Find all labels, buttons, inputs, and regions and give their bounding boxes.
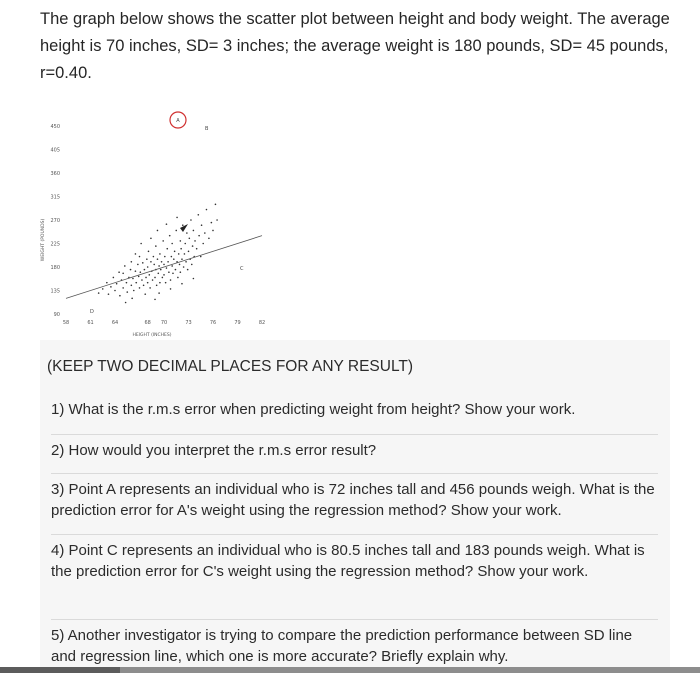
scatter-point [161, 261, 163, 263]
x-tick-labels [63, 320, 265, 326]
regression-line [66, 236, 262, 299]
scatter-point [187, 269, 189, 271]
scatter-point [150, 237, 152, 239]
scatter-point [168, 271, 170, 273]
scatter-point [130, 269, 132, 271]
scatter-point [212, 230, 214, 232]
scatter-point [196, 248, 198, 250]
problem-intro: The graph below shows the scatter plot between height and body weight. The average height is 70 inches, SD= 3 inches; the average weight is 180 pounds, SD= 45 pounds, r=0.40. [40, 10, 670, 82]
y-axis-label: WEIGHT (POUNDS) [41, 218, 46, 262]
scatter-point [201, 224, 203, 226]
scatter-point [131, 284, 133, 286]
scatter-point [170, 279, 172, 281]
scatter-point [198, 214, 200, 216]
question-1: 1) What is the r.m.s error when predicting weight from height? Show your work. [51, 401, 576, 418]
scatter-point [108, 293, 110, 295]
scatter-plot [30, 108, 270, 340]
scatter-point [137, 264, 139, 266]
question-4: 4) Point C represents an individual who is 80.5 inches tall and 183 pounds weigh. What is the prediction error for C's weight using the regression method? Show your work. [51, 534, 658, 582]
scatter-point [169, 235, 171, 237]
x-tick-label: 64 [111, 320, 119, 326]
scatter-point [125, 302, 127, 304]
scatter-point [132, 278, 134, 280]
scatter-point [139, 287, 141, 289]
y-tick-labels [50, 124, 60, 318]
scatter-point [157, 230, 159, 232]
scatter-point [185, 261, 187, 263]
scatter-point [202, 243, 204, 245]
x-tick-label: 73 [185, 320, 192, 326]
scatter-point [131, 261, 133, 263]
scatter-point [106, 282, 108, 284]
scatter-point [211, 222, 213, 224]
x-tick-label: 68 [144, 320, 151, 326]
scatter-point [138, 276, 140, 278]
scatter-point [118, 271, 120, 273]
scatter-point [177, 277, 179, 279]
scatter-point [174, 251, 176, 253]
scatter-point [157, 258, 159, 260]
scatter-point [139, 256, 141, 258]
x-tick-label: 70 [160, 320, 168, 326]
scatter-point [216, 219, 218, 221]
scatter-point [206, 209, 208, 211]
scatter-point [126, 291, 128, 293]
scatter-point [135, 270, 137, 272]
question-section [40, 340, 670, 667]
scatter-point [140, 243, 142, 245]
scatter-point [180, 240, 182, 242]
scatter-point [162, 277, 164, 279]
scatter-point [163, 264, 165, 266]
y-tick-label: 315 [50, 194, 60, 201]
y-tick-label: 135 [50, 288, 60, 295]
scatter-point [179, 264, 181, 266]
scatter-point [193, 278, 195, 280]
question-2: 2) How would you interpret the r.m.s error result? [51, 434, 658, 461]
scatter-point [200, 256, 202, 258]
y-tick-label: 90 [53, 312, 60, 318]
point-c-label: C [240, 266, 244, 272]
scatter-point [166, 223, 168, 225]
scatter-point [122, 287, 124, 289]
scatter-point [186, 232, 188, 234]
scatter-point [126, 282, 128, 284]
scatter-point [135, 253, 137, 255]
scatter-point [175, 230, 177, 232]
scatter-point [150, 261, 152, 263]
scatter-point [146, 258, 148, 260]
point-a-marker [170, 112, 186, 128]
scatter-point [135, 282, 137, 284]
scatter-point [149, 287, 151, 289]
scatter-point [153, 256, 155, 258]
point-d-label: D [90, 309, 94, 315]
scatter-point [145, 277, 147, 279]
question-3: 3) Point A represents an individual who is 72 inches tall and 456 pounds weigh. What is the prediction error for A's weight using the regression method? Show your work. [51, 473, 658, 521]
scatter-point [119, 295, 121, 297]
scatter-point [162, 240, 164, 242]
scatter-point [171, 243, 173, 245]
scatter-point [154, 299, 156, 301]
scatter-point [148, 251, 150, 253]
scatter-point [180, 248, 182, 250]
scatter-point [188, 251, 190, 253]
scatter-point [110, 286, 112, 288]
scatter-point [133, 290, 135, 292]
scatter-point [157, 272, 159, 274]
y-tick-label: 225 [50, 241, 60, 248]
scatter-point [192, 245, 194, 247]
scatter-point [183, 266, 185, 268]
y-tick-label: 180 [50, 265, 60, 271]
scatter-points [98, 204, 218, 304]
scatter-point [142, 262, 144, 264]
scatter-point [215, 204, 217, 206]
scatter-point [153, 264, 155, 266]
x-tick-label: 76 [209, 320, 217, 326]
scatter-point [147, 266, 149, 268]
point-b-label: B [205, 126, 209, 132]
scatter-point [180, 271, 182, 273]
scatter-point [144, 293, 146, 295]
scatter-point [154, 277, 156, 279]
point-a-label: A [176, 118, 180, 124]
scatter-point [170, 288, 172, 290]
scatter-point [189, 237, 191, 239]
scatter-point [159, 282, 161, 284]
scatter-point [190, 219, 192, 221]
x-tick-label: 61 [87, 320, 94, 326]
scatter-point [102, 288, 104, 290]
scatter-point [182, 224, 184, 226]
scatter-point [167, 261, 169, 263]
scatter-point [173, 258, 175, 260]
scatter-point [176, 217, 178, 219]
scatter-point [163, 274, 165, 276]
scatter-point [159, 253, 161, 255]
y-tick-label: 360 [50, 171, 60, 177]
scatter-point [144, 269, 146, 271]
scatter-point [178, 253, 180, 255]
scatter-point [156, 284, 158, 286]
scatter-point [122, 272, 124, 274]
scatter-point [165, 282, 167, 284]
y-tick-label: 450 [50, 124, 60, 130]
scatter-point [131, 298, 133, 300]
scatter-point [198, 235, 200, 237]
y-tick-label: 270 [50, 218, 60, 224]
scatter-point [171, 265, 173, 267]
question-5: 5) Another investigator is trying to compare the prediction performance between SD line and regression line, which one is more accurate? Briefly explain why. [51, 619, 658, 667]
scatter-point [191, 264, 193, 266]
scatter-point [160, 269, 162, 271]
x-tick-label: 82 [258, 320, 266, 326]
arrow-marker [180, 224, 188, 232]
instruction-heading: (KEEP TWO DECIMAL PLACES FOR ANY RESULT) [47, 358, 414, 375]
scatter-point [194, 240, 196, 242]
scatter-point [204, 232, 206, 234]
scatter-point [166, 248, 168, 250]
scatter-point [181, 258, 183, 260]
scatter-point [181, 283, 183, 285]
scatter-point [147, 282, 149, 284]
scatter-point [140, 271, 142, 273]
y-tick-label: 405 [50, 147, 60, 154]
scatter-point [152, 279, 154, 281]
scatter-point [98, 292, 100, 294]
x-tick-label: 79 [234, 320, 241, 326]
scatter-point [166, 267, 168, 269]
scatter-point [141, 279, 143, 281]
scatter-point [175, 269, 177, 271]
scatter-point [158, 265, 160, 267]
scatter-point [124, 265, 126, 267]
scatter-point [164, 256, 166, 258]
scatter-point [171, 256, 173, 258]
x-tick-label: 58 [62, 320, 70, 326]
bottom-edge-dark [0, 667, 120, 673]
scatter-point [172, 272, 174, 274]
scatter-point [143, 284, 145, 286]
scatter-point [158, 292, 160, 294]
scatter-point [193, 230, 195, 232]
scatter-point [149, 274, 151, 276]
scatter-point [116, 283, 118, 285]
scatter-point [208, 237, 210, 239]
x-axis-label: HEIGHT (INCHES) [132, 333, 172, 338]
scatter-point [184, 243, 186, 245]
scatter-point [114, 290, 116, 292]
scatter-point [184, 253, 186, 255]
scatter-point [113, 277, 115, 279]
scatter-point [155, 245, 157, 247]
